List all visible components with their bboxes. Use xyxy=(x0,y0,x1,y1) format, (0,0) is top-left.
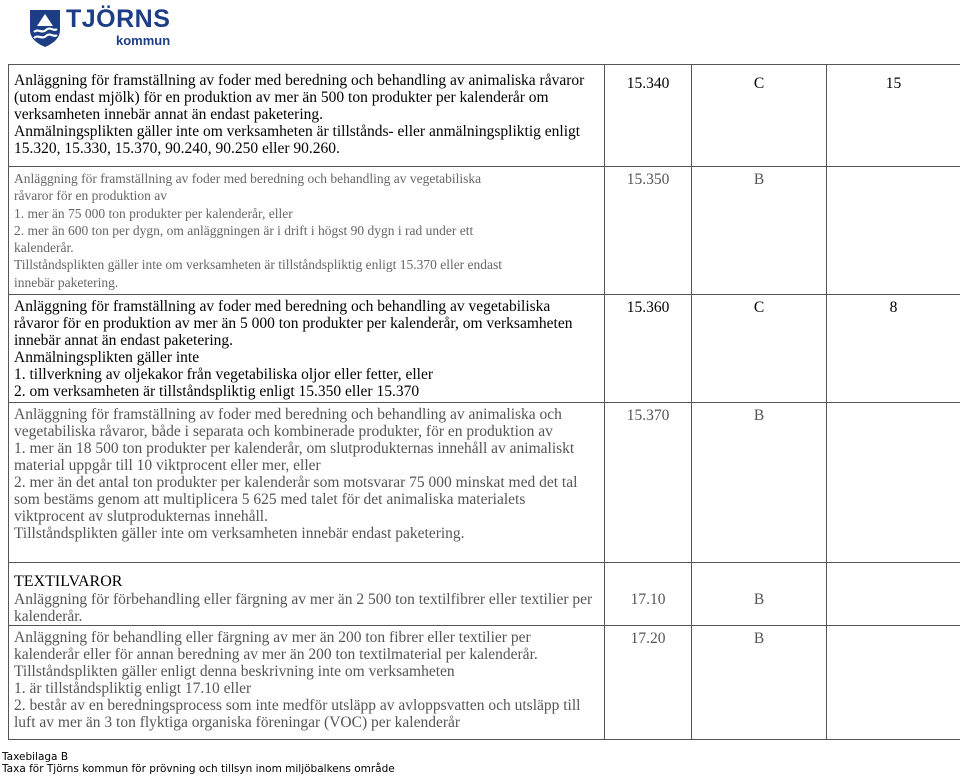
activity-code: 17.10 xyxy=(605,563,692,626)
activity-description xyxy=(9,295,605,403)
desc-line: råvaror för en produktion av xyxy=(14,188,167,204)
logo xyxy=(28,6,188,54)
desc-line: 1. tillverkning av oljekakor från vegetabiliska oljor eller fetter, eller xyxy=(14,366,434,383)
desc-line: vegetabiliska råvaror, både i separata och kombinerade produkter, för en produktion av xyxy=(14,423,553,440)
taxa-table xyxy=(8,64,960,740)
activity-description xyxy=(9,563,605,626)
desc-line: 2. mer än det antal ton produkter per kalenderår som motsvarar 75 000 minskat med det tal xyxy=(14,474,578,491)
table-row xyxy=(9,167,960,295)
activity-class: C xyxy=(692,295,827,403)
tjorn-crest-icon xyxy=(28,8,62,48)
table-row xyxy=(9,563,960,626)
activity-class: B xyxy=(692,167,827,295)
activity-class: B xyxy=(692,403,827,563)
activity-description xyxy=(9,65,605,167)
desc-line: 2. består av en beredningsprocess som inte medför utsläpp av avloppsvatten och utsläpp till xyxy=(14,697,581,714)
desc-line: 1. mer än 75 000 ton produkter per kalenderår, eller xyxy=(14,205,293,221)
activity-fee xyxy=(827,563,960,626)
activity-class: C xyxy=(692,65,827,167)
activity-fee: 8 xyxy=(827,295,960,403)
desc-line: Anläggning för framställning av foder med beredning och behandling av vegetabiliska xyxy=(14,171,482,186)
table-row xyxy=(9,65,960,167)
desc-line: 2. mer än 600 ton per dygn, om anläggningen är i drift i högst 90 dygn i rad under ett xyxy=(14,222,474,238)
activity-code: 17.20 xyxy=(605,626,692,740)
activity-fee xyxy=(827,626,960,740)
desc-line: Anmälningsplikten gäller inte om verksamheten är tillstånds- eller anmälningspliktig enligt xyxy=(14,123,581,140)
desc-line: 2. om verksamheten är tillståndspliktig enligt 15.350 eller 15.370 xyxy=(14,383,420,400)
desc-line: 1. är tillståndspliktig enligt 17.10 eller xyxy=(14,680,252,697)
activity-class: B xyxy=(692,563,827,626)
activity-code: 15.350 xyxy=(605,167,692,295)
table-row xyxy=(9,295,960,403)
desc-line: kalenderår eller för annan beredning av mer än 200 ton textilmaterial per kalenderår. xyxy=(14,646,538,663)
desc-line: luft av mer än 3 ton flyktiga organiska föreningar (VOC) per kalenderår xyxy=(14,714,461,731)
desc-line: Anläggning för framställning av foder med beredning och behandling av animaliska och xyxy=(14,406,562,423)
activity-fee xyxy=(827,403,960,563)
activity-class: B xyxy=(692,626,827,740)
desc-line: Anläggning för förbehandling eller färgning av mer än 2 500 ton textilfibrer eller textilier per xyxy=(14,591,593,608)
table-row xyxy=(9,403,960,563)
activity-code: 15.360 xyxy=(605,295,692,403)
footer-title: Taxebilaga B xyxy=(2,751,69,763)
activity-fee xyxy=(827,167,960,295)
desc-line: som bestäms genom att multiplicera 5 625 med talet för det animaliska materialets xyxy=(14,491,526,508)
desc-line: Tillståndsplikten gäller enligt denna beskrivning inte om verksamheten xyxy=(14,663,455,680)
activity-description xyxy=(9,403,605,563)
desc-line: 15.320, 15.330, 15.370, 90.240, 90.250 eller 90.260. xyxy=(14,140,340,157)
desc-line: (utom endast mjölk) för en produktion av mer än 500 ton produkter per kalenderår om xyxy=(14,89,549,106)
desc-line: viktprocent av slutprodukternas innehåll. xyxy=(14,508,268,525)
activity-code: 15.370 xyxy=(605,403,692,563)
desc-line: råvaror för en produktion av mer än 5 000 ton produkter per kalenderår, om verksamheten xyxy=(14,315,573,332)
logo-sub: kommun xyxy=(116,33,171,48)
logo-name: TJÖRNS xyxy=(66,5,171,33)
footer-subtitle: Taxa för Tjörns kommun för prövning och tillsyn inom miljöbalkens område xyxy=(2,763,395,775)
activity-description xyxy=(9,167,605,295)
desc-line: kalenderår. xyxy=(14,240,74,256)
desc-line: verksamheten innebär annat än endast paketering. xyxy=(14,106,324,123)
desc-line: Tillståndsplikten gäller inte om verksamheten är tillståndspliktig enligt 15.370 eller endast xyxy=(14,257,503,273)
desc-line: Anläggning för framställning av foder med beredning och behandling av animaliska råvaror xyxy=(14,72,585,89)
desc-line: Anläggning för behandling eller färgning av mer än 200 ton fibrer eller textilier per xyxy=(14,629,531,646)
desc-line: Anläggning för framställning av foder med beredning och behandling av vegetabiliska xyxy=(14,298,551,315)
desc-line: innebär annat än endast paketering. xyxy=(14,332,234,349)
section-heading: TEXTILVAROR xyxy=(14,573,123,590)
desc-line: kalenderår. xyxy=(14,608,83,625)
desc-line: Anmälningsplikten gäller inte xyxy=(14,349,200,366)
desc-line: material uppgår till 10 viktprocent eller mer, eller xyxy=(14,457,321,474)
desc-line: innebär paketering. xyxy=(14,274,119,290)
table-row xyxy=(9,626,960,740)
activity-description xyxy=(9,626,605,740)
desc-line: 1. mer än 18 500 ton produkter per kalenderår, om slutprodukternas innehåll av animaliskt xyxy=(14,440,575,457)
desc-line: Tillståndsplikten gäller inte om verksamheten innebär endast paketering. xyxy=(14,525,465,542)
activity-code: 15.340 xyxy=(605,65,692,167)
activity-fee: 15 xyxy=(827,65,960,167)
